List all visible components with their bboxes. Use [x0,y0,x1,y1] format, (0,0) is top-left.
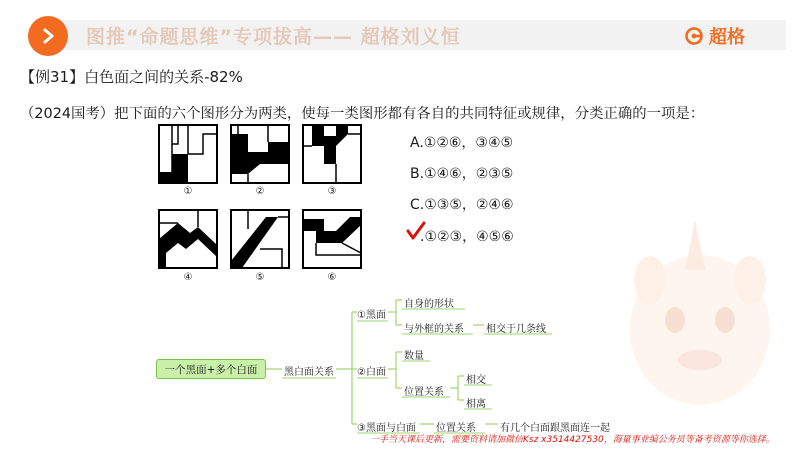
figure-5 [230,209,290,269]
mindmap-leaf: 相交于几条线 [486,324,546,335]
figure-6 [302,209,362,269]
figure-1 [158,124,218,184]
mindmap-node: 位置关系 [404,387,444,398]
figure-label: ① [183,186,193,197]
play-icon[interactable] [28,16,68,56]
figure-label: ④ [183,272,193,283]
option-b[interactable]: B.①④⑥，②③⑤ [410,166,514,182]
footer-note: 一手当天课后更新，需要资料请加微信Ksz x3514427530，海量事业编公务员等备考资源等你选择。 [370,435,775,445]
header-title: 图推“命题思维”专项拔高—— 超格刘义恒 [86,26,461,48]
mindmap-branch-black-white: ③黑面与白面 [357,423,416,434]
unicorn-watermark-icon [600,190,790,430]
checkmark-icon [405,220,427,242]
option-c[interactable]: C.①③⑤，②④⑥ [410,197,514,213]
brand-logo-icon [684,26,704,46]
option-d[interactable]: .①②③，④⑤⑥ [420,229,514,245]
figure-3 [302,124,362,184]
figure-label: ⑥ [327,272,337,283]
mindmap-node: 数量 [404,351,424,362]
question-text: （2024国考）把下面的六个图形分为两类，使每一类图形都有各自的共同特征或规律，分类正确的一项是： [20,106,705,122]
mindmap-branch-white: ②白面 [357,367,386,378]
mindmap-leaf: 有几个白面跟黑面连一起 [500,423,610,434]
figure-label: ② [255,186,265,197]
option-a[interactable]: A.①②⑥，③④⑤ [410,135,514,151]
question-title: 【例31】白色面之间的关系-82% [20,68,243,86]
mindmap-node: 位置关系 [436,423,476,434]
brand-name: 超格 [709,27,745,48]
mindmap-leaf: 相交 [466,375,486,386]
header-bar [0,0,800,64]
brand [684,23,745,49]
mindmap-root: 一个黑面+多个白面 [156,359,266,379]
mindmap-branch-black: ①黑面 [357,310,386,321]
mindmap-leaf: 相离 [466,399,486,410]
mindmap-node: 自身的形状 [404,299,454,310]
figure-4 [158,209,218,269]
mindmap-level1: 黑白面关系 [284,367,334,378]
figure-label: ③ [327,186,337,197]
figure-grid [155,124,365,290]
figure-2 [230,124,290,184]
figure-label: ⑤ [255,272,265,283]
mindmap-node: 与外框的关系 [404,324,464,335]
